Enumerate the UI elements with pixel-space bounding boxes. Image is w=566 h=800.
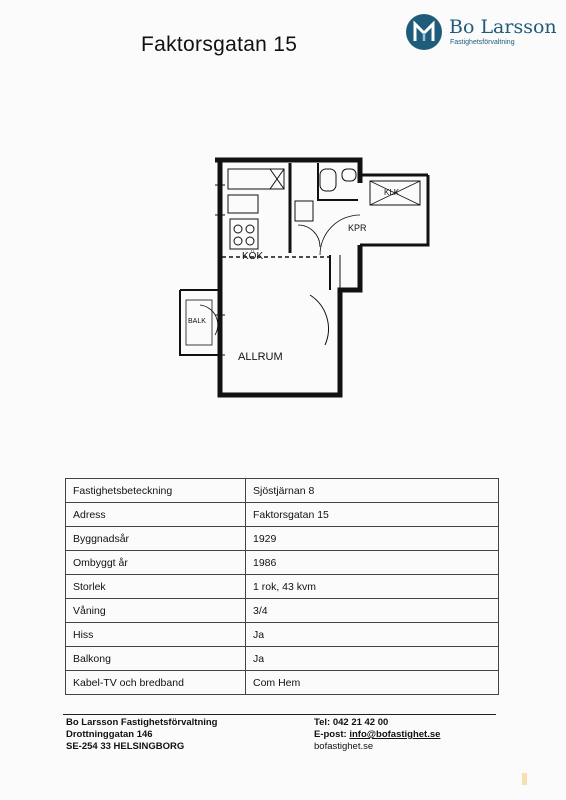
label-closet: KLK (384, 188, 400, 197)
footer-postal: SE-254 33 HELSINGBORG (66, 741, 185, 752)
footer-contact (314, 717, 440, 753)
label-hall: KPR (348, 223, 367, 233)
info-label: Kabel-TV och bredband (66, 671, 246, 695)
footer-divider (63, 714, 496, 715)
label-kitchen: KÖK (242, 251, 264, 262)
logo-tagline: Fastighetsförvaltning (450, 39, 515, 46)
info-row (66, 503, 499, 527)
info-row (66, 623, 499, 647)
bl-monogram-logo-icon (405, 13, 443, 51)
footer-website[interactable]: bofastighet.se (314, 741, 374, 752)
info-label: Hiss (66, 623, 246, 647)
label-living-room: ALLRUM (238, 351, 283, 363)
info-label: Ombyggt år (66, 551, 246, 575)
info-value: 3/4 (246, 599, 499, 623)
footer-email-line (314, 729, 440, 741)
info-row (66, 479, 499, 503)
info-value: Sjöstjärnan 8 (246, 479, 499, 503)
footer-company: Bo Larsson Fastighetsförvaltning (66, 717, 218, 728)
info-row (66, 527, 499, 551)
scan-speck (522, 773, 527, 785)
email-link[interactable]: info@bofastighet.se (349, 729, 441, 740)
info-value: 1986 (246, 551, 499, 575)
info-value: Com Hem (246, 671, 499, 695)
footer-phone: Tel: 042 21 42 00 (314, 717, 389, 728)
footer-email-prefix: E-post: (314, 729, 350, 740)
info-label: Storlek (66, 575, 246, 599)
footer-street: Drottninggatan 146 (66, 729, 153, 740)
logo-name: Bo Larsson (449, 16, 557, 38)
label-balcony: BALK (188, 318, 206, 325)
info-label: Byggnadsår (66, 527, 246, 551)
info-label: Adress (66, 503, 246, 527)
info-row (66, 551, 499, 575)
info-row (66, 599, 499, 623)
info-value: Ja (246, 623, 499, 647)
info-value: 1929 (246, 527, 499, 551)
info-value: Faktorsgatan 15 (246, 503, 499, 527)
info-label: Balkong (66, 647, 246, 671)
info-value: 1 rok, 43 kvm (246, 575, 499, 599)
page-title: Faktorsgatan 15 (141, 33, 298, 56)
info-label: Våning (66, 599, 246, 623)
company-logo (405, 13, 560, 53)
property-info-table (65, 478, 499, 695)
info-row (66, 647, 499, 671)
info-row (66, 575, 499, 599)
info-label: Fastighetsbeteckning (66, 479, 246, 503)
info-row (66, 671, 499, 695)
footer-address (66, 717, 218, 753)
floor-plan (170, 155, 440, 405)
info-value: Ja (246, 647, 499, 671)
